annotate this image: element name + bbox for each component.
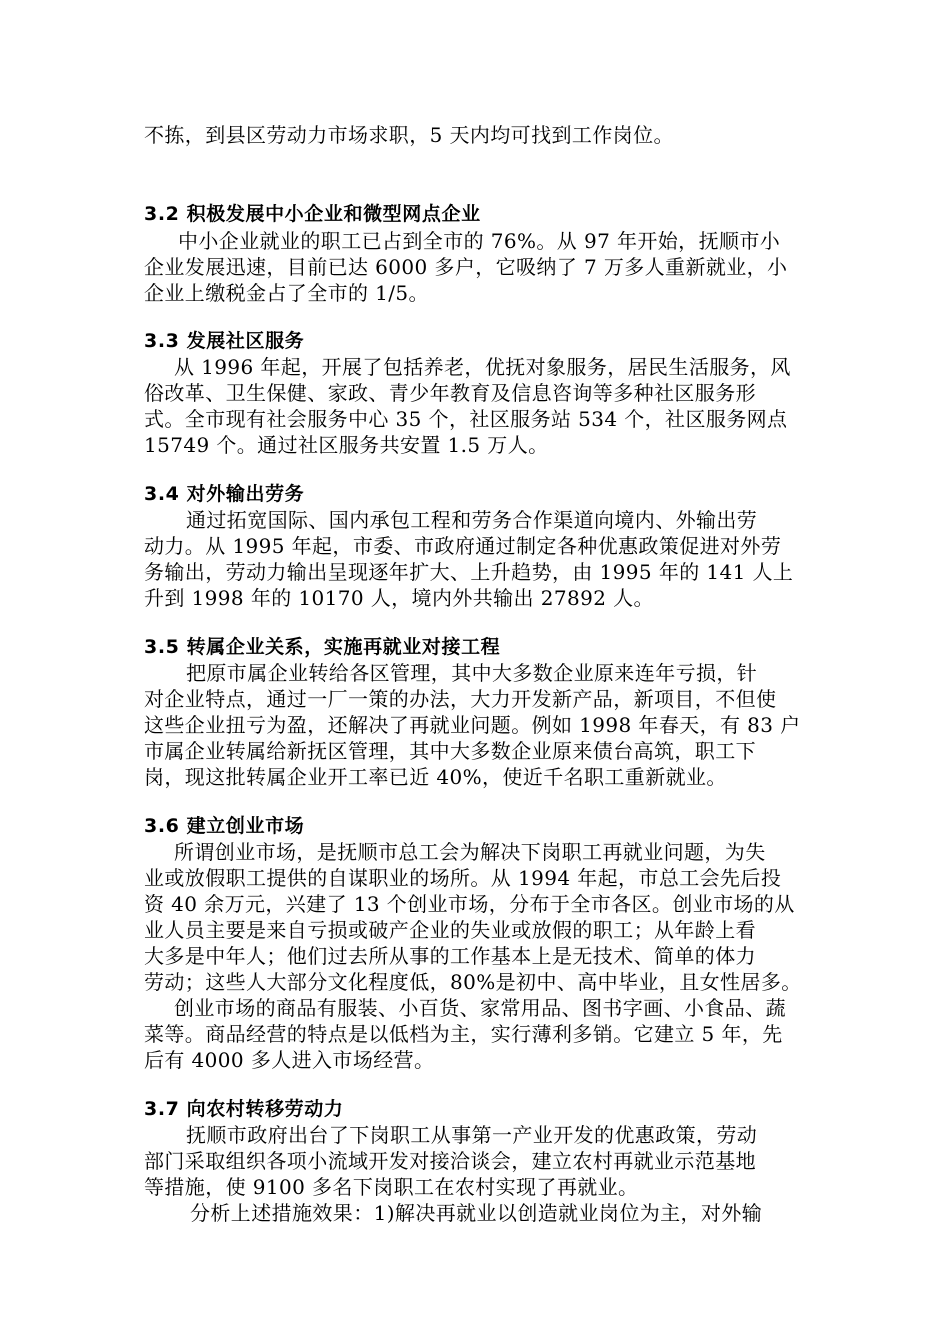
section-heading-3-5: 3.5 转属企业关系，实施再就业对接工程 [144, 636, 501, 658]
text-line: 不拣，到县区劳动力市场求职，5 天内均可找到工作岗位。 [144, 123, 674, 147]
text-line: 升到 1998 年的 10170 人，境内外共输出 27892 人。 [144, 586, 654, 610]
text-line: 部门采取组织各项小流域开发对接洽谈会，建立农村再就业示范基地 [144, 1149, 756, 1173]
text-line: 岗，现这批转属企业开工率已近 40%，使近千名职工重新就业。 [144, 765, 727, 789]
text-line: 从 1996 年起，开展了包括养老，优抚对象服务，居民生活服务，风 [174, 355, 791, 379]
text-line: 业人员主要是来自亏损或破产企业的失业或放假的职工；从年龄上看 [144, 918, 756, 942]
section-heading-3-4: 3.4 对外输出劳务 [144, 483, 305, 505]
text-line: 这些企业扭亏为盈，还解决了再就业问题。例如 1998 年春天，有 83 户 [144, 713, 801, 737]
text-line: 菜等。商品经营的特点是以低档为主，实行薄利多销。它建立 5 年，先 [144, 1022, 783, 1046]
text-line: 企业发展迅速，目前已达 6000 多户，它吸纳了 7 万多人重新就业，小 [144, 255, 788, 279]
text-line: 业或放假职工提供的自谋职业的场所。从 1994 年起，市总工会先后投 [144, 866, 782, 890]
text-line: 所谓创业市场，是抚顺市总工会为解决下岗职工再就业问题，为失 [174, 840, 766, 864]
text-line: 15749 个。通过社区服务共安置 1.5 万人。 [144, 433, 549, 457]
section-heading-3-6: 3.6 建立创业市场 [144, 815, 305, 837]
text-line: 等措施，使 9100 多名下岗职工在农村实现了再就业。 [144, 1175, 639, 1199]
section-heading-3-3: 3.3 发展社区服务 [144, 330, 305, 352]
section-heading-3-2: 3.2 积极发展中小企业和微型网点企业 [144, 203, 481, 225]
text-line: 企业上缴税金占了全市的 1/5。 [144, 281, 429, 305]
text-line: 资 40 余万元，兴建了 13 个创业市场，分布于全市各区。创业市场的从 [144, 892, 795, 916]
text-line: 中小企业就业的职工已占到全市的 76%。从 97 年开始，抚顺市小 [178, 229, 781, 253]
text-line: 分析上述措施效果：1)解决再就业以创造就业岗位为主，对外输 [190, 1201, 763, 1225]
text-line: 俗改革、卫生保健、家政、青少年教育及信息咨询等多种社区服务形 [144, 381, 756, 405]
section-heading-3-7: 3.7 向农村转移劳动力 [144, 1098, 344, 1120]
text-line: 大多是中年人；他们过去所从事的工作基本上是无技术、简单的体力 [144, 944, 756, 968]
text-line: 把原市属企业转给各区管理，其中大多数企业原来连年亏损，针 [186, 661, 758, 685]
text-line: 式。全市现有社会服务中心 35 个，社区服务站 534 个，社区服务网点 [144, 407, 788, 431]
text-line: 通过拓宽国际、国内承包工程和劳务合作渠道向境内、外输出劳 [186, 508, 758, 532]
text-line: 务输出，劳动力输出呈现逐年扩大、上升趋势，由 1995 年的 141 人上 [144, 560, 794, 584]
text-line: 后有 4000 多人进入市场经营。 [144, 1048, 435, 1072]
text-line: 抚顺市政府出台了下岗职工从事第一产业开发的优惠政策，劳动 [186, 1123, 758, 1147]
text-line: 劳动；这些人大部分文化程度低，80%是初中、高中毕业，且女性居多。 [144, 970, 802, 994]
text-line: 创业市场的商品有服装、小百货、家常用品、图书字画、小食品、蔬 [174, 996, 786, 1020]
text-line: 市属企业转属给新抚区管理，其中大多数企业原来债台高筑，职工下 [144, 739, 756, 763]
text-line: 对企业特点，通过一厂一策的办法，大力开发新产品，新项目，不但使 [144, 687, 777, 711]
text-line: 动力。从 1995 年起，市委、市政府通过制定各种优惠政策促进对外劳 [144, 534, 782, 558]
